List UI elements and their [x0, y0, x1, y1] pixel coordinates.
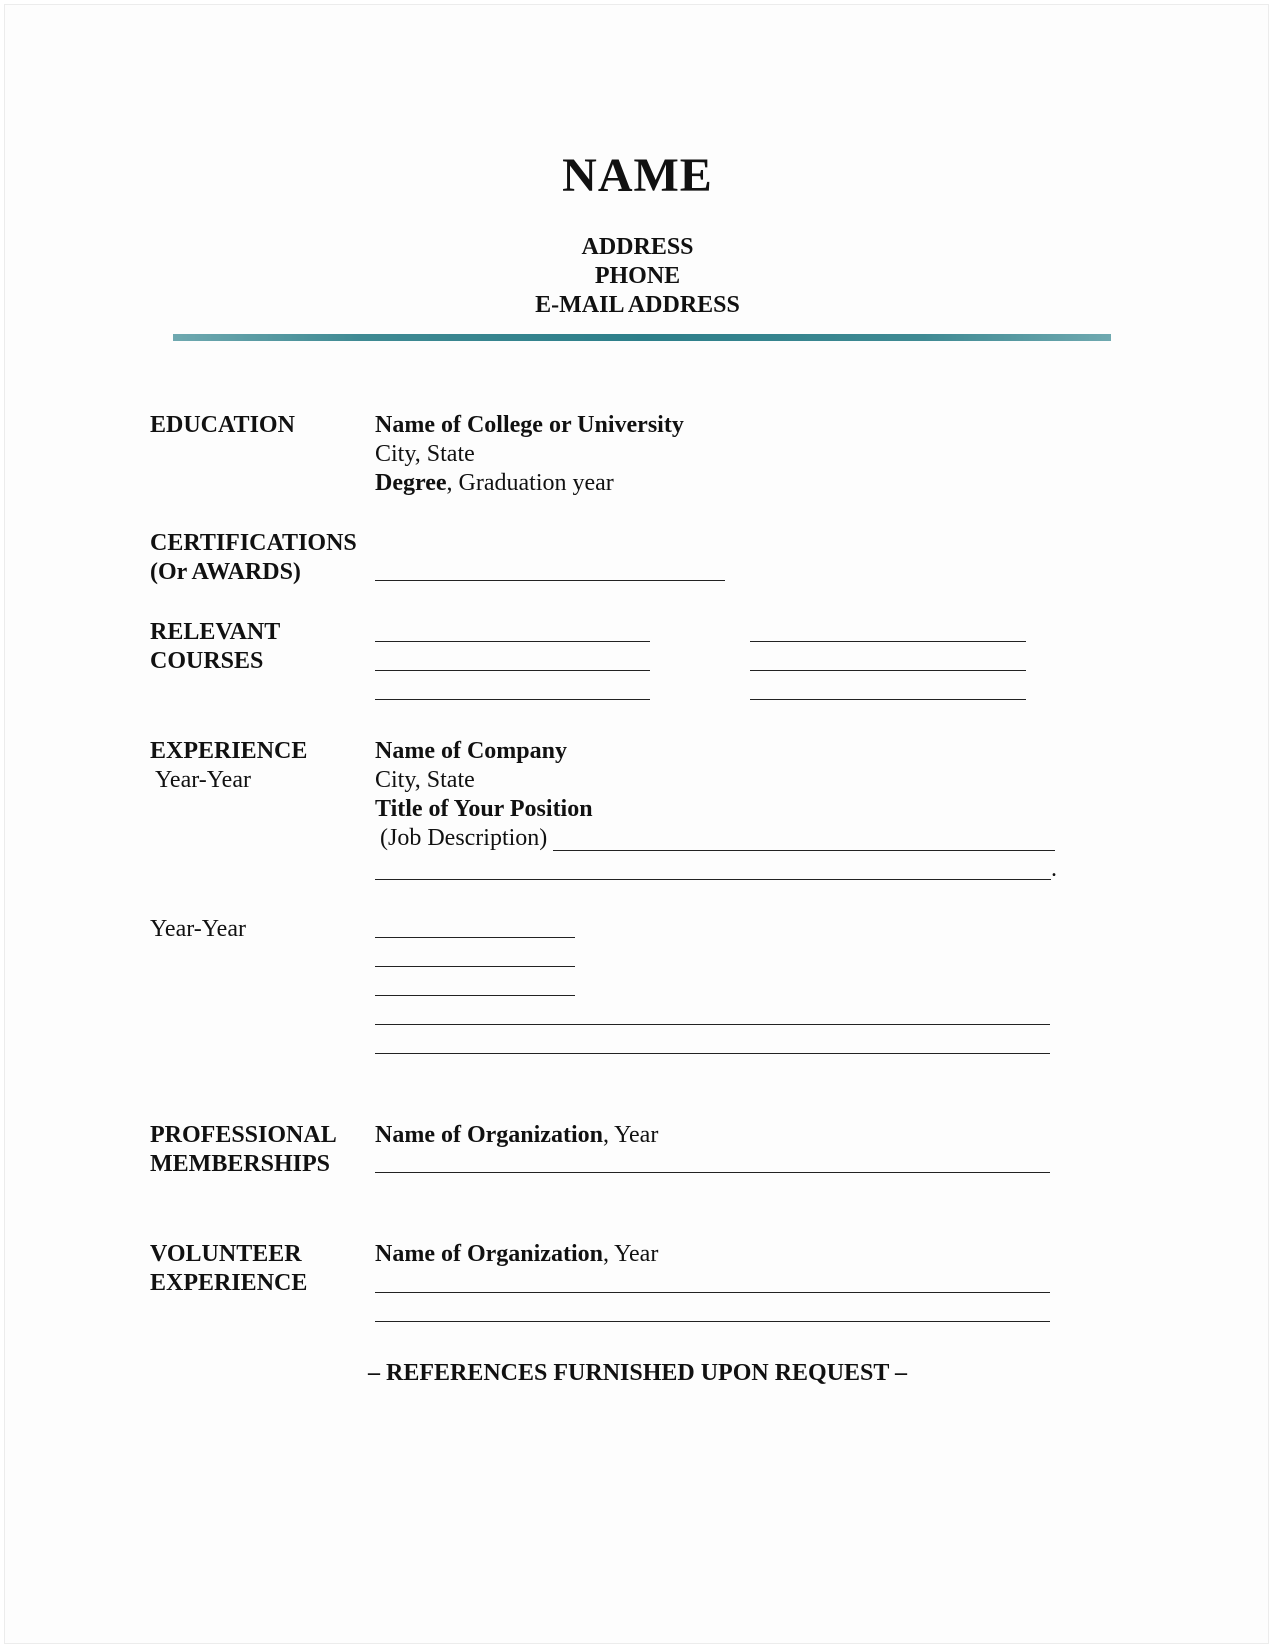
- certifications-label: CERTIFICATIONS: [150, 530, 357, 556]
- professional-label: PROFESSIONAL: [150, 1122, 337, 1148]
- volunteer-blank: [375, 1292, 1050, 1293]
- address-line: ADDRESS: [581, 234, 694, 260]
- experience-period: Year-Year: [150, 916, 246, 942]
- course-blank: [750, 641, 1026, 642]
- degree-line: [375, 469, 614, 498]
- membership-blank: [375, 1172, 1050, 1173]
- degree-name: Degree: [375, 470, 447, 496]
- graduation-year: , Graduation year: [446, 470, 614, 496]
- course-blank: [375, 670, 650, 671]
- certification-blank: [375, 580, 725, 581]
- membership-line: [375, 1121, 658, 1150]
- experience-blank: [375, 937, 575, 938]
- volunteer-org: Name of Organization: [375, 1241, 603, 1267]
- membership-year: , Year: [602, 1122, 659, 1148]
- volunteer-line: [375, 1240, 658, 1269]
- experience-blank: [375, 1024, 1050, 1025]
- college-name: Name of College or University: [375, 412, 684, 438]
- email-line: E-MAIL ADDRESS: [535, 292, 740, 318]
- course-blank: [750, 670, 1026, 671]
- membership-org: Name of Organization: [375, 1122, 603, 1148]
- job-description-blank: [375, 879, 1051, 880]
- courses-label: COURSES: [150, 648, 264, 674]
- name-heading: NAME: [562, 149, 713, 202]
- volunteer-blank: [375, 1321, 1050, 1322]
- volunteer-year: , Year: [602, 1241, 659, 1267]
- company-location: City, State: [375, 767, 475, 793]
- course-blank: [375, 699, 650, 700]
- education-label: EDUCATION: [150, 412, 295, 438]
- job-description-label: (Job Description): [380, 825, 548, 851]
- college-location: City, State: [375, 441, 475, 467]
- references-note: – REFERENCES FURNISHED UPON REQUEST –: [368, 1360, 907, 1386]
- experience-label: EXPERIENCE: [150, 738, 308, 764]
- volunteer-label: VOLUNTEER: [150, 1241, 302, 1267]
- header-divider: [173, 334, 1111, 341]
- experience-blank: [375, 1053, 1050, 1054]
- position-title: Title of Your Position: [375, 796, 593, 822]
- awards-label: (Or AWARDS): [150, 559, 301, 585]
- line-end-period: .: [1051, 856, 1057, 882]
- course-blank: [750, 699, 1026, 700]
- company-name: Name of Company: [375, 738, 567, 764]
- relevant-label: RELEVANT: [150, 619, 281, 645]
- experience-period: Year-Year: [155, 767, 251, 793]
- experience-blank: [375, 966, 575, 967]
- memberships-label: MEMBERSHIPS: [150, 1151, 331, 1177]
- course-blank: [375, 641, 650, 642]
- job-description-blank: [553, 850, 1055, 851]
- phone-line: PHONE: [594, 263, 681, 289]
- volunteer-experience-label: EXPERIENCE: [150, 1270, 308, 1296]
- experience-blank: [375, 995, 575, 996]
